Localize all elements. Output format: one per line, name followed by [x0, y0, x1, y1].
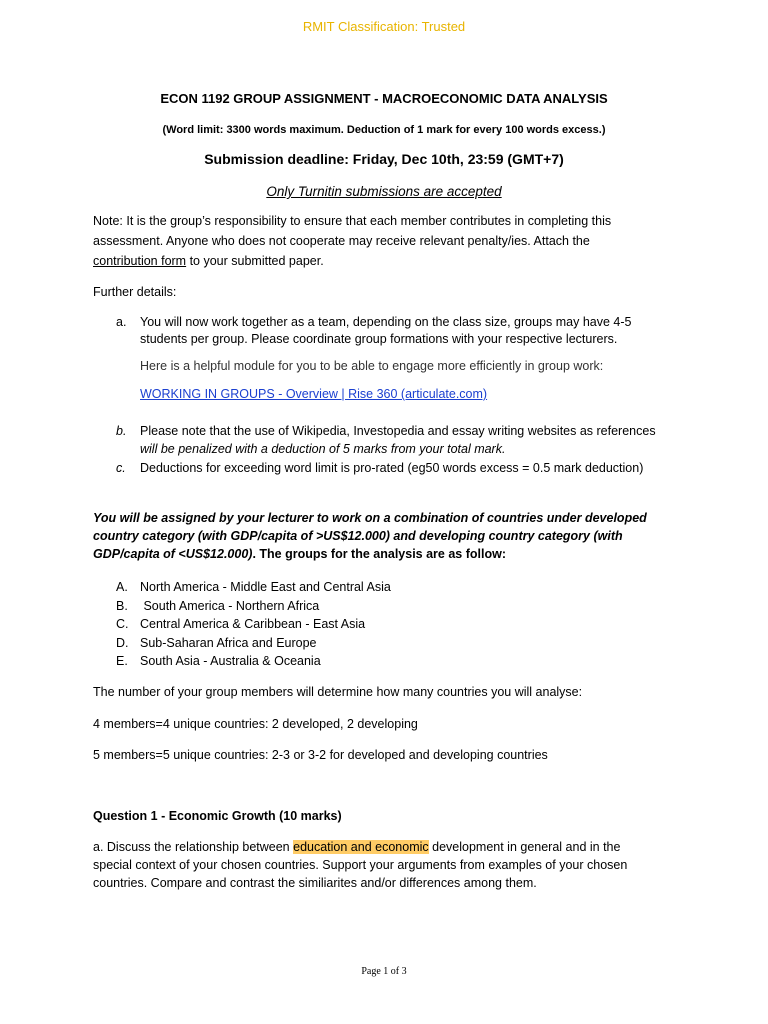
note-line-1: Note: It is the group’s responsibility to ensure that each member contributes in completing this: [93, 214, 612, 228]
members-four: 4 members=4 unique countries: 2 developed, 2 developing: [93, 717, 418, 731]
group-text: South America - Northern Africa: [140, 599, 320, 613]
item-b-line-1: Please note that the use of Wikipedia, Investopedia and essay writing websites as references: [140, 424, 656, 438]
members-intro: The number of your group members will determine how many countries you will analyse:: [93, 685, 583, 699]
working-in-groups-link[interactable]: WORKING IN GROUPS - Overview | Rise 360 (articulate.com): [140, 387, 488, 401]
item-a-line-2: students per group. Please coordinate group formations with your respective lecturers.: [140, 332, 618, 346]
group-text: Central America & Caribbean - East Asia: [140, 617, 366, 631]
item-b-line-2: will be penalized with a deduction of 5 marks from your total mark.: [140, 442, 506, 456]
list-item: [116, 597, 636, 615]
details-list: [0, 313, 768, 473]
question-1a: [93, 838, 693, 892]
assign-line-2: country category (with GDP/capita of >US$12.000) and developing country category (with: [93, 529, 623, 543]
note-paragraph: [93, 212, 683, 270]
q1a-line-3: countries. Compare and contrast the similiarites and/or differences among them.: [93, 876, 537, 890]
group-letter: A.: [116, 580, 128, 594]
assign-line-1: You will be assigned by your lecturer to work on a combination of countries under developed: [93, 511, 647, 525]
note-line-2: assessment. Anyone who does not cooperate may receive relevant penalty/ies. Attach the: [93, 234, 590, 248]
highlighted-text: education and economic: [293, 840, 429, 854]
groups-list: [0, 578, 768, 678]
item-b-label: b.: [116, 424, 127, 438]
helpful-module-text: Here is a helpful module for you to be able to engage more efficiently in group work:: [140, 359, 604, 373]
note-line-3-rest: to your submitted paper.: [186, 254, 324, 268]
list-item: [116, 615, 636, 633]
item-c-line-1: Deductions for exceeding word limit is pro-rated (eg50 words excess = 0.5 mark deduction): [140, 461, 644, 475]
list-item: [116, 634, 636, 652]
group-text: North America - Middle East and Central Asia: [140, 580, 391, 594]
group-letter: C.: [116, 617, 129, 631]
submission-deadline: Submission deadline: Friday, Dec 10th, 23:59 (GMT+7): [204, 151, 564, 167]
classification-header: RMIT Classification: Trusted: [302, 19, 466, 34]
page-number: Page 1 of 3: [361, 966, 407, 977]
group-text: Sub-Saharan Africa and Europe: [140, 636, 317, 650]
turnitin-note: Only Turnitin submissions are accepted: [266, 184, 502, 199]
item-a-line-1: You will now work together as a team, depending on the class size, groups may have 4-5: [140, 315, 632, 329]
assignment-paragraph: [93, 509, 693, 563]
further-details-label: Further details:: [93, 285, 177, 299]
q1a-post: development in general and in the: [428, 840, 621, 854]
group-text: South Asia - Australia & Oceania: [140, 654, 321, 668]
document-title: ECON 1192 GROUP ASSIGNMENT - MACROECONOMIC DATA ANALYSIS: [160, 91, 608, 106]
group-letter: D.: [116, 636, 129, 650]
list-item: [116, 652, 636, 670]
group-letter: B.: [116, 599, 128, 613]
item-a-label: a.: [116, 315, 127, 329]
q1a-pre: a. Discuss the relationship between: [93, 840, 294, 854]
assign-line-3-rest: . The groups for the analysis are as follow:: [252, 547, 506, 561]
group-letter: E.: [116, 654, 128, 668]
assign-line-3-italic: GDP/capita of <US$12.000): [93, 547, 253, 561]
item-c-label: c.: [116, 461, 126, 475]
note-line-3: [93, 252, 683, 270]
assign-line-3: [93, 545, 693, 563]
q1a-line-1: [93, 838, 693, 856]
question-1-title: Question 1 - Economic Growth (10 marks): [93, 809, 342, 823]
q1a-line-2: special context of your chosen countries. Support your arguments from examples of your chosen: [93, 858, 628, 872]
word-limit-note: (Word limit: 3300 words maximum. Deduction of 1 mark for every 100 words excess.): [162, 124, 606, 136]
members-five: 5 members=5 unique countries: 2-3 or 3-2 for developed and developing countries: [93, 748, 548, 762]
contribution-form-link[interactable]: contribution form: [93, 254, 187, 268]
list-item: [116, 578, 636, 596]
